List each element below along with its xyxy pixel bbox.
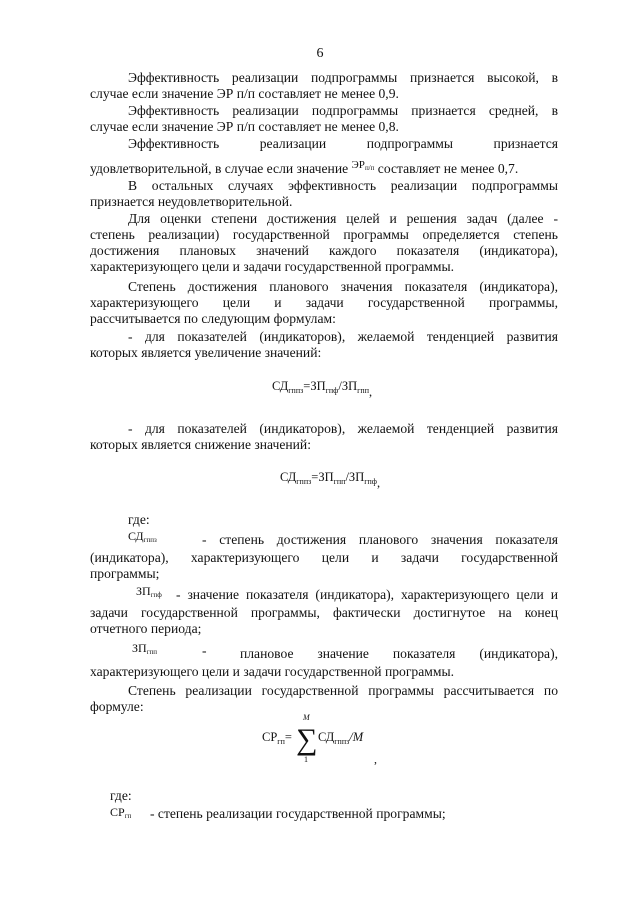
formula2-numerator-sub: гпп (333, 477, 346, 486)
formula1-comma: , (368, 385, 373, 399)
paragraph-degree-line2: характеризующего цели и задачи государственной программы, (90, 295, 558, 310)
def4-symbol-sub: гп (124, 812, 132, 820)
formula2-lhs-sub: гппз (296, 477, 312, 486)
def2-line2: задачи государственной программы, фактически достигнутое на конец (90, 605, 558, 620)
formula1-numerator-sub: гпф (325, 386, 339, 395)
def1-symbol-sub: гппз (143, 536, 157, 544)
def3-symbol (132, 641, 157, 656)
paragraph-increase-line1: - для показателей (индикаторов), желаемой тенденцией развития (128, 329, 558, 344)
formula3-lhs-sub: гп (277, 737, 285, 746)
def1-symbol (128, 529, 157, 544)
paragraph-increase-line2: которых является увеличение значений: (90, 345, 322, 360)
paragraph-other-line1: В остальных случаях эффективность реализации подпрограммы (128, 178, 558, 193)
def2-symbol-main: ЗП (136, 584, 151, 598)
def3-symbol-sub: гпп (146, 648, 158, 656)
formula3-divisor: /M (349, 730, 364, 744)
formula3-lhs: СР (262, 730, 278, 744)
formula3-term-sub: гппз (334, 737, 350, 746)
paragraph-assessment-line1: Для оценки степени достижения целей и решения задач (далее - (128, 211, 558, 226)
def1-line1: - степень достижения планового значения показателя (202, 532, 558, 547)
def1-line2: (индикатора), характеризующего цели и задачи государственной (90, 550, 558, 565)
formula1-lhs-sub: гппз (288, 386, 304, 395)
paragraph-high-line1: Эффективность реализации подпрограммы признается высокой, в (128, 70, 558, 85)
formula3-term: СД (318, 730, 335, 744)
def2-symbol (136, 584, 162, 599)
summation (296, 713, 318, 764)
def3-symbol-main: ЗП (132, 641, 147, 655)
where-label-2: где: (110, 788, 132, 803)
paragraph-high-line2: случае если значение ЭР п/п составляет не менее 0,9. (90, 86, 399, 101)
formula-increase (272, 379, 372, 400)
def2-symbol-sub: гпф (150, 591, 162, 599)
paragraph-assessment-line4: характеризующего цели и задачи государственной программы. (90, 259, 454, 274)
formula2-denominator: /ЗП (345, 470, 365, 484)
paragraph-medium-line2: случае если значение ЭР п/п составляет не менее 0,8. (90, 119, 399, 134)
def4-symbol (110, 805, 131, 820)
formula2-comma: , (376, 476, 381, 490)
symbol-er-sub: п/п (364, 164, 375, 172)
def3-line2: характеризующего цели и задачи государственной программы. (90, 664, 454, 679)
def3-dash: - (202, 643, 207, 658)
formula-program-term (318, 730, 363, 746)
summation-sigma: ∑ (296, 723, 318, 756)
paragraph-degree-line1: Степень достижения планового значения показателя (индикатора), (128, 279, 558, 294)
formula-decrease (280, 470, 380, 491)
page-number: 6 (316, 46, 324, 61)
paragraph-degree-line3: рассчитывается по следующим формулам: (90, 311, 336, 326)
summation-lower-limit: 1 (304, 755, 308, 764)
formula2-lhs: СД (280, 470, 297, 484)
def1-line3: программы; (90, 566, 160, 581)
paragraph-satisfactory-before: удовлетворительной, в случае если значение (90, 161, 349, 176)
paragraph-satisfactory-line1: Эффективность реализации подпрограммы признается (128, 136, 558, 151)
formula1-denominator-sub: гпп (357, 386, 369, 395)
formula3-comma: , (374, 752, 377, 766)
formula1-numerator: =ЗП (303, 379, 326, 393)
summation-upper-limit: M (303, 713, 310, 722)
def4-line1: - степень реализации государственной программы; (150, 806, 446, 821)
paragraph-assessment-line2: степень реализации) государственной программы определяется степень (90, 227, 558, 242)
formula2-denominator-sub: гпф (364, 477, 377, 486)
paragraph-satisfactory-line2 (90, 157, 558, 177)
where-label-1: где: (128, 512, 150, 527)
formula-program (262, 730, 292, 746)
paragraph-program-degree-line1: Степень реализации государственной программы рассчитывается по (128, 683, 558, 698)
def2-line3: отчетного периода; (90, 621, 202, 636)
paragraph-assessment-line3: достижения плановых значений каждого показателя (индикатора), (90, 243, 558, 258)
formula1-denominator: /ЗП (338, 379, 358, 393)
paragraph-decrease-line2: которых является снижение значений: (90, 437, 311, 452)
def4-symbol-main: СР (110, 805, 125, 819)
paragraph-decrease-line1: - для показателей (индикаторов), желаемой тенденцией развития (128, 421, 558, 436)
def3-line1: плановое значение показателя (индикатора), (240, 646, 558, 661)
def1-symbol-main: СД (128, 529, 144, 543)
symbol-er-main: ЭР (351, 159, 365, 171)
formula2-numerator: =ЗП (311, 470, 334, 484)
paragraph-medium-line1: Эффективность реализации подпрограммы признается средней, в (128, 103, 558, 118)
paragraph-other-line2: признается неудовлетворительной. (90, 194, 293, 209)
def2-line1: - значение показателя (индикатора), характеризующего цели и (176, 587, 558, 602)
formula1-lhs: СД (272, 379, 289, 393)
paragraph-satisfactory-after: составляет не менее 0,7. (377, 161, 519, 176)
paragraph-program-degree-line2: формуле: (90, 699, 144, 714)
formula3-equals: = (284, 730, 292, 744)
symbol-er-pp (352, 159, 375, 171)
